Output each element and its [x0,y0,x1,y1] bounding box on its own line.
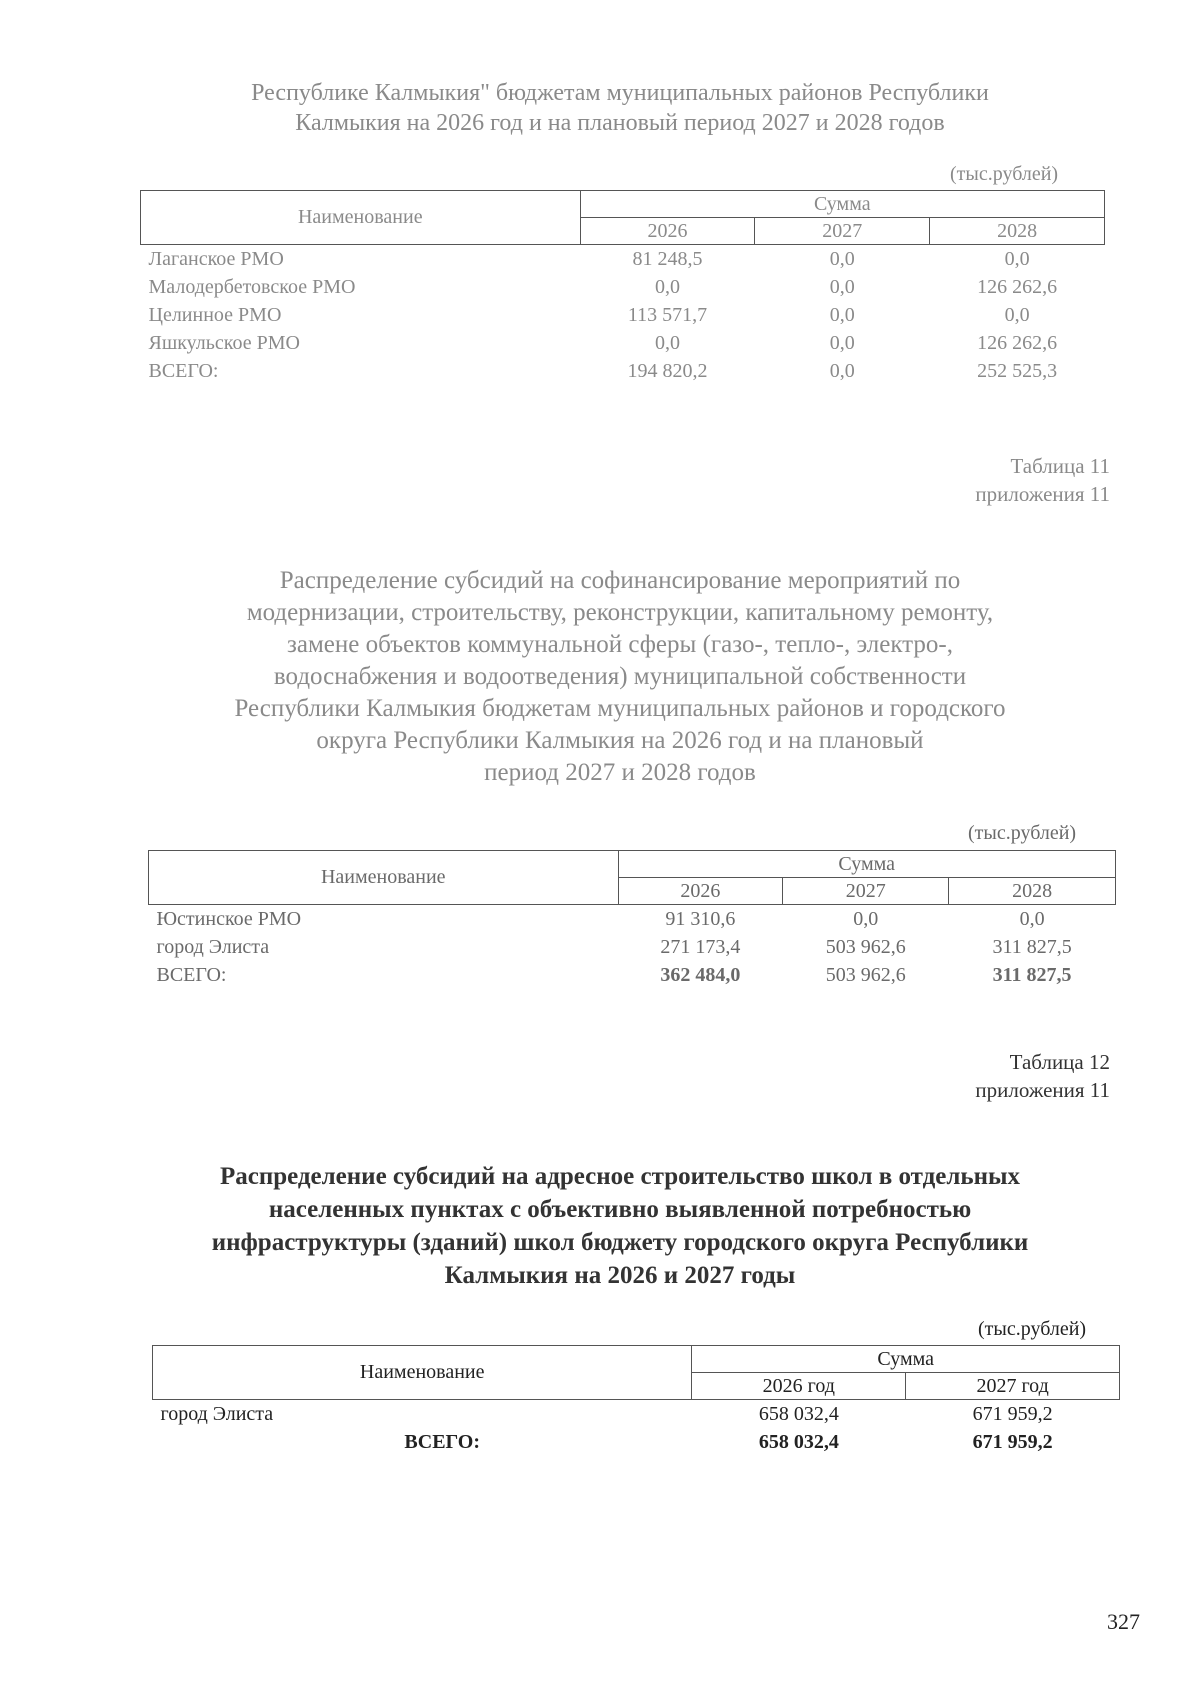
row-value: 311 827,5 [992,963,1072,986]
row-name: город Элиста [160,1402,274,1425]
table11-title-line: модернизации, строительству, реконструкции, капитальному ремонту, [246,599,994,626]
row-value: 362 484,0 [660,963,741,986]
row-value: 0,0 [853,907,879,930]
row-value: 0,0 [829,331,855,354]
table10-units: (тыс.рублей) [950,163,1059,185]
header-sum: Сумма [580,191,1104,218]
table-row [141,245,1105,274]
row-name: Целинное РМО [148,303,282,326]
table11-title-line: период 2027 и 2028 годов [484,759,756,786]
row-name: Малодербетовское РМО [148,275,356,298]
row-value: 658 032,4 [758,1402,839,1425]
row-value: 252 525,3 [977,359,1058,382]
row-value: 0,0 [829,359,855,382]
table-total-row [153,1428,1120,1456]
row-value: 0,0 [829,247,855,270]
table12 [152,1345,1120,1456]
table11-title-line: Распределение субсидий на софинансирование мероприятий по [279,567,961,594]
header-year: 2026 [618,878,783,905]
row-name: город Элиста [156,935,270,958]
appendix-ref: приложения 11 [975,1078,1110,1103]
header-name: Наименование [149,851,619,905]
row-value: 671 959,2 [972,1402,1053,1425]
row-value: 0,0 [654,275,680,298]
row-value: 81 248,5 [632,247,703,270]
row-value: 0,0 [829,275,855,298]
table12-title [120,1160,1120,1292]
header-sum: Сумма [692,1346,1120,1373]
table10-title-line: Республике Калмыкия" бюджетам муниципальных районов Республики [251,80,989,106]
row-name: ВСЕГО: [404,1430,480,1453]
header-year: 2027 год [906,1373,1120,1400]
row-name: ВСЕГО: [156,963,227,986]
table-row [153,1400,1120,1429]
row-value: 658 032,4 [758,1430,839,1453]
row-name: Яшкульское РМО [148,331,300,354]
row-value: 503 962,6 [825,935,906,958]
table12-units: (тыс.рублей) [978,1318,1087,1340]
header-year: 2028 [930,218,1105,245]
row-value: 0,0 [654,331,680,354]
row-name: ВСЕГО: [148,359,219,382]
row-value: 126 262,6 [977,275,1058,298]
row-name: Юстинское РМО [156,907,302,930]
appendix-ref: приложения 11 [975,482,1110,507]
table-row [149,905,1116,934]
row-value: 113 571,7 [627,303,708,326]
row-value: 0,0 [1019,907,1045,930]
header-name: Наименование [141,191,581,245]
table11-units: (тыс.рублей) [968,822,1077,844]
table-number: Таблица 11 [1010,454,1110,478]
table11-title-line: округа Республики Калмыкия на 2026 год и на плановый [316,727,924,754]
row-value: 194 820,2 [627,359,708,382]
table10-title-line: Калмыкия на 2026 год и на плановый период 2027 и 2028 годов [295,110,945,136]
table11-note [975,452,1110,509]
table11-title-line: водоснабжения и водоотведения) муниципальной собственности [273,663,967,690]
row-value: 0,0 [1004,303,1030,326]
table10-title [120,78,1120,138]
table-row [149,933,1116,961]
table11-title [120,565,1120,789]
table12-title-line: Распределение субсидий на адресное строительство школ в отдельных [219,1163,1021,1190]
table-number: Таблица 12 [1009,1050,1110,1074]
row-value: 271 173,4 [660,935,741,958]
table11-title-line: замене объектов коммунальной сферы (газо-, тепло-, электро-, [287,631,953,658]
table11 [148,850,1116,989]
table10 [140,190,1105,385]
header-sum: Сумма [618,851,1116,878]
table11-title-line: Республики Калмыкия бюджетам муниципальных районов и городского [234,695,1006,722]
table-total-row [149,961,1116,989]
header-year: 2027 [755,218,930,245]
table-row [141,273,1105,301]
row-value: 0,0 [829,303,855,326]
header-year: 2028 [949,878,1116,905]
table12-title-line: инфраструктуры (зданий) школ бюджету городского округа Республики [211,1229,1029,1256]
table12-title-line: Калмыкия на 2026 и 2027 годы [444,1262,796,1289]
row-value: 503 962,6 [825,963,906,986]
row-value: 0,0 [1004,247,1030,270]
table-row [141,301,1105,329]
row-value: 311 827,5 [992,935,1072,958]
header-name: Наименование [153,1346,692,1400]
header-year: 2026 год [692,1373,906,1400]
row-name: Лаганское РМО [148,247,284,270]
header-year: 2026 [580,218,755,245]
table12-title-line: населенных пунктах с объективно выявленной потребностью [268,1196,972,1223]
row-value: 91 310,6 [665,907,736,930]
table-total-row [141,357,1105,385]
table-row [141,329,1105,357]
page-number: 327 [1107,1609,1140,1634]
row-value: 671 959,2 [972,1430,1053,1453]
row-value: 126 262,6 [977,331,1058,354]
table12-note [975,1048,1110,1105]
header-year: 2027 [783,878,949,905]
